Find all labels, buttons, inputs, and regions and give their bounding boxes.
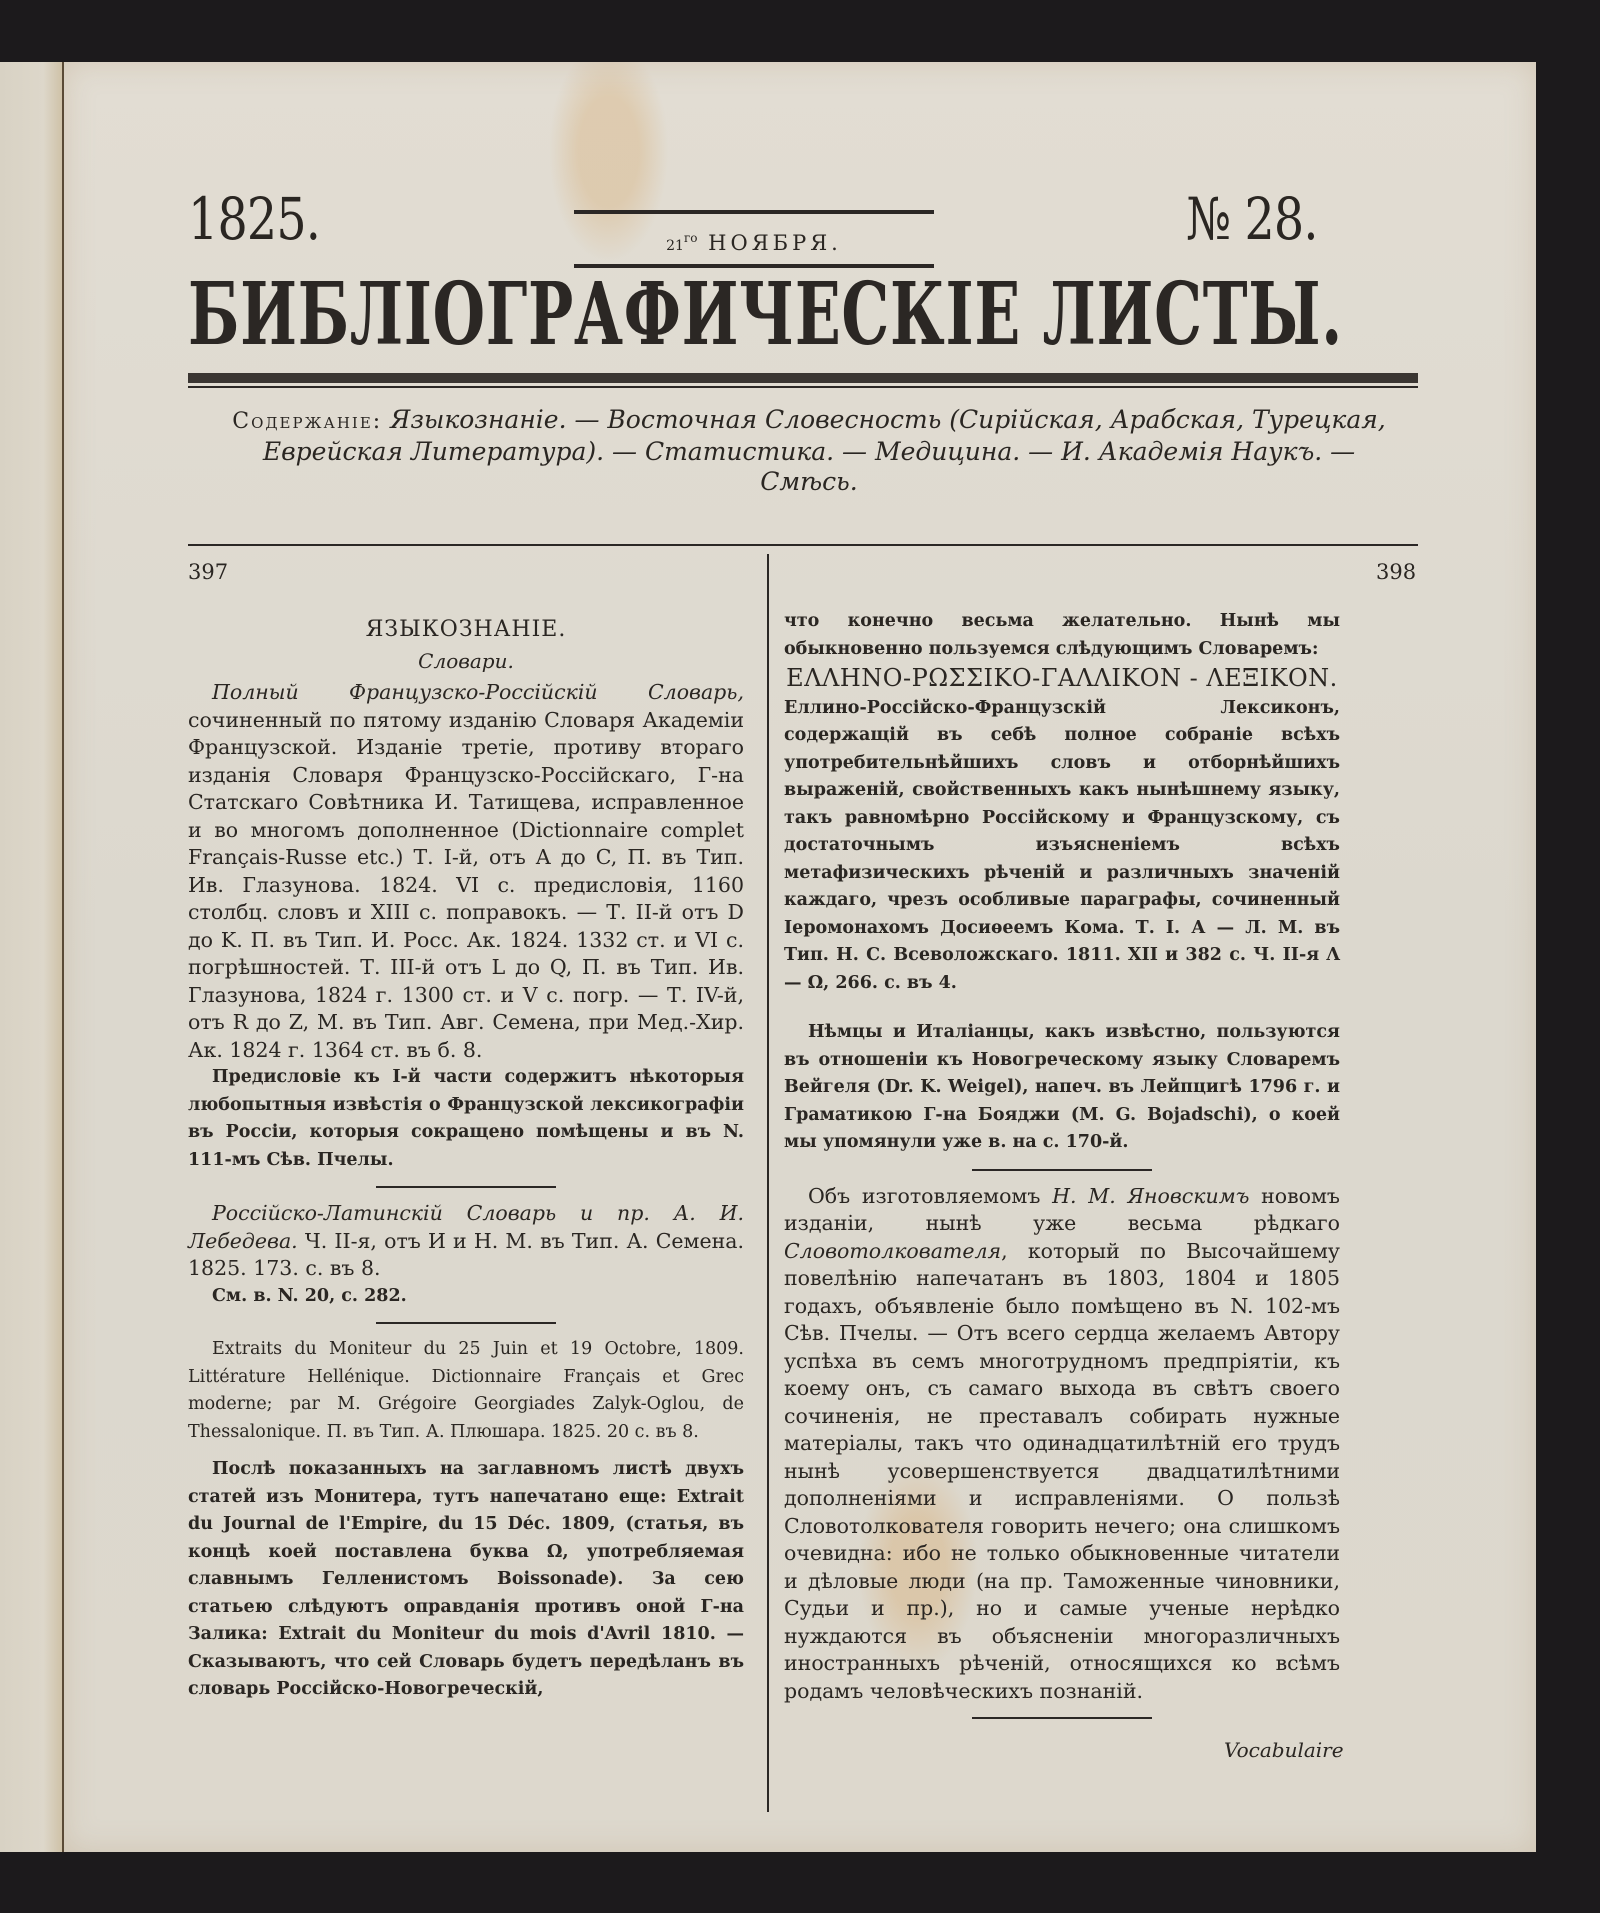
contents-text: Языкознанiе. — Восточная Словесность (Сирiйская, Арабская, Турецкая, Еврейская Литература). — Статистика. — Медицина. — И. Академiя Наукъ. — Смѣсь. bbox=[262, 405, 1386, 496]
contents-label: Содержанiе: bbox=[232, 409, 383, 434]
column-divider bbox=[767, 554, 769, 1812]
entry-text: Ч. II-я, отъ И и Н. М. въ Тип. А. Семена. 1825. 173. с. въ 8. bbox=[188, 1228, 744, 1280]
newspaper-page bbox=[64, 62, 1536, 1852]
work-title: Словотолкователя bbox=[784, 1238, 1002, 1263]
masthead-date bbox=[574, 210, 934, 268]
entry-title: Россiйско-Латинскiй Словарь и пр. А. И. Лебедева. bbox=[188, 1201, 744, 1253]
previous-page-edge bbox=[0, 62, 64, 1852]
note-german-italian-dictionaries: Нѣмцы и Италiанцы, какъ извѣстно, пользуются въ отношенiи къ Новогреческому языку Словаремъ Вейгеля (Dr. K. Weigel), напеч. въ Лейпцигѣ 1796 г. и Граматикою Г-на Бояджи (M. G. Bojadschi), о коей мы упомянули уже в. на с. 170-й. bbox=[784, 1022, 1340, 1152]
entry-text: сочиненный по пятому изданiю Словаря Академiи Французской. Изданiе третiе, противу втораго изданiя Словаря Французско-Россiйскаго, Г-на Статскаго Совѣтника И. Татищева, исправленное и во многомъ дополненное (Dictionnaire complet Français-Russe etc.) Т. I-й, отъ A до C, П. въ Тип. Ив. Глазунова. 1824. VI с. предисловiя, 1160 столбц. словъ и XIII с. поправокъ. — Т. II-й отъ D до K. П. въ Тип. И. Росс. Ак. 1824. 1332 ст. и VI с. погрѣшностей. Т. III-й отъ L до Q, П. въ Тип. Ив. Глазунова, 1824 г. 1300 ст. и V с. погр. — Т. IV-й, отъ R до Z, М. въ Тип. Авг. Семена, при Мед.-Хир. Ак. 1824 г. 1364 ст. въ б. 8. bbox=[188, 707, 744, 1062]
table-of-contents bbox=[214, 405, 1404, 497]
entry-russian-latin-dictionary bbox=[188, 1200, 744, 1283]
issue-number: № 28. bbox=[1186, 185, 1318, 253]
columns-rule bbox=[188, 544, 1418, 546]
section-subheading: Словари. bbox=[418, 648, 514, 673]
date-month: НОЯБРЯ. bbox=[708, 231, 842, 255]
continuation-text: что конечно весьма желательно. Нынѣ мы обыкновенно пользуемся слѣдующимъ Словаремъ: bbox=[784, 611, 1340, 659]
entry-note: Послѣ показанныхъ на заглавномъ листѣ двухъ статей изъ Монитера, тутъ напечатано еще: Extrait du Journal de l'Empire, du 15 Déc. 1809, (статья, въ концѣ коей поставлена буква Ω, употребляемая славнымъ Гелленистомъ Boissonade). За сею статьею слѣдуютъ оправданiя противъ оной Г-на Залика: Extrait du Moniteur du mois d'Avril 1810. — Сказываютъ, что сей Словарь будетъ передѣланъ въ словарь Россiйско-Новогреческiй, bbox=[188, 1459, 744, 1699]
note-yanovsky-edition: Объ изготовляемомъ Н. М. Яновскимъ новомъ изданiи, нынѣ уже весьма рѣдкаго Словотолкователя, который по Высочайшему повелѣнiю напечатанъ въ 1803, 1804 и 1805 годахъ, объявленiе было помѣщено въ N. 102-мъ Сѣв. Пчелы. — Отъ всего сердца желаемъ Автору успѣха въ семъ многотрудномъ предпрiятiи, къ коему онъ, съ самаго выхода въ свѣтъ своего сочиненiя, не преставалъ собирать нужные матерiалы, такъ что одинадцатилѣтнiй его трудъ нынѣ усовершенствуется двадцатилѣтними дополненiями и исправленiями. О пользѣ Словотолкователя говорить нечего; она слишкомъ очевидна: ибо не только обыкновенные читатели и дѣловые люди (на пр. Таможенные чиновники, Судьи и пр.), но и самые ученые нерѣдко нуждаются въ объясненiи многоразличныхъ иностранныхъ рѣченiй, относящихся ко всѣмъ родамъ человѣческихъ познанiй. bbox=[784, 1183, 1340, 1703]
date-day: 21 bbox=[666, 238, 684, 254]
entry-note: Предисловiе къ I-й части содержитъ нѣкоторыя любопытныя извѣстiя о Французской лексикографiи въ Россiи, которыя сокращено помѣщены и въ N. 111-мъ Сѣв. Пчелы. bbox=[188, 1067, 744, 1170]
author-name: Н. М. Яновскимъ bbox=[1052, 1183, 1250, 1208]
section-heading: ЯЗЫКОЗНАНIЕ. bbox=[365, 617, 567, 642]
separator bbox=[376, 1322, 556, 1324]
masthead-year: 1825. bbox=[188, 185, 321, 253]
left-column bbox=[188, 582, 744, 1704]
publication-title: БИБЛIОГРАФИЧЕСКIЕ ЛИСТЫ. bbox=[188, 264, 1343, 365]
right-column bbox=[784, 582, 1340, 1731]
greek-lexicon-description: Еллино-Россiйско-Французскiй Лексиконъ, содержащiй въ себѣ полное собранiе всѣхъ употребительнѣйшихъ словъ и отборнѣйшихъ выраженiй, свойственныхъ какъ нынѣшнему языку, такъ равномѣрно Россiйскому и Французскому, съ достаточнымъ изъясненiемъ всѣхъ метафизическихъ рѣченiй и различныхъ значенiй каждаго, чрезъ особливые параграфы, сочиненный Iеромонахомъ Досиѳеемъ Кома. Т. I. А — Л. М. въ Тип. Н. С. Всеволожскаго. 1811. XII и 382 с. Ч. II-я Λ — Ω, 266. с. въ 4. bbox=[784, 697, 1340, 993]
catchword: Vocabulaire bbox=[1224, 1738, 1344, 1762]
page-number-right: 398 bbox=[1376, 560, 1417, 584]
title-rule-thick bbox=[188, 373, 1418, 383]
title-rule-thin bbox=[188, 386, 1418, 388]
entry-french-russian-dictionary bbox=[188, 679, 744, 1064]
separator bbox=[376, 1186, 556, 1188]
entry-moniteur-extracts: Extraits du Moniteur du 25 Juin et 19 Octobre, 1809. Littérature Hellénique. Dictionnaire Français et Grec moderne; par M. Grégoire Georgiades Zalyk-Oglou, de Thessalonique. П. въ Тип. А. Плюшара. 1825. 20 с. въ 8. bbox=[188, 1339, 744, 1442]
entry-title: Полный Французско-Россiйскiй Словарь, bbox=[212, 680, 744, 704]
separator bbox=[972, 1717, 1152, 1719]
page-number-left: 397 bbox=[188, 560, 229, 584]
greek-lexicon-title: ΕΛΛΗΝΟ-ΡΩΣΣΙΚΟ-ΓΑΛΛΙΚΟΝ - ΛΕΞΙΚΟΝ. bbox=[786, 664, 1338, 692]
date-suffix: го bbox=[683, 231, 698, 245]
separator bbox=[972, 1169, 1152, 1171]
entry-note: См. в. N. 20, с. 282. bbox=[212, 1285, 407, 1306]
